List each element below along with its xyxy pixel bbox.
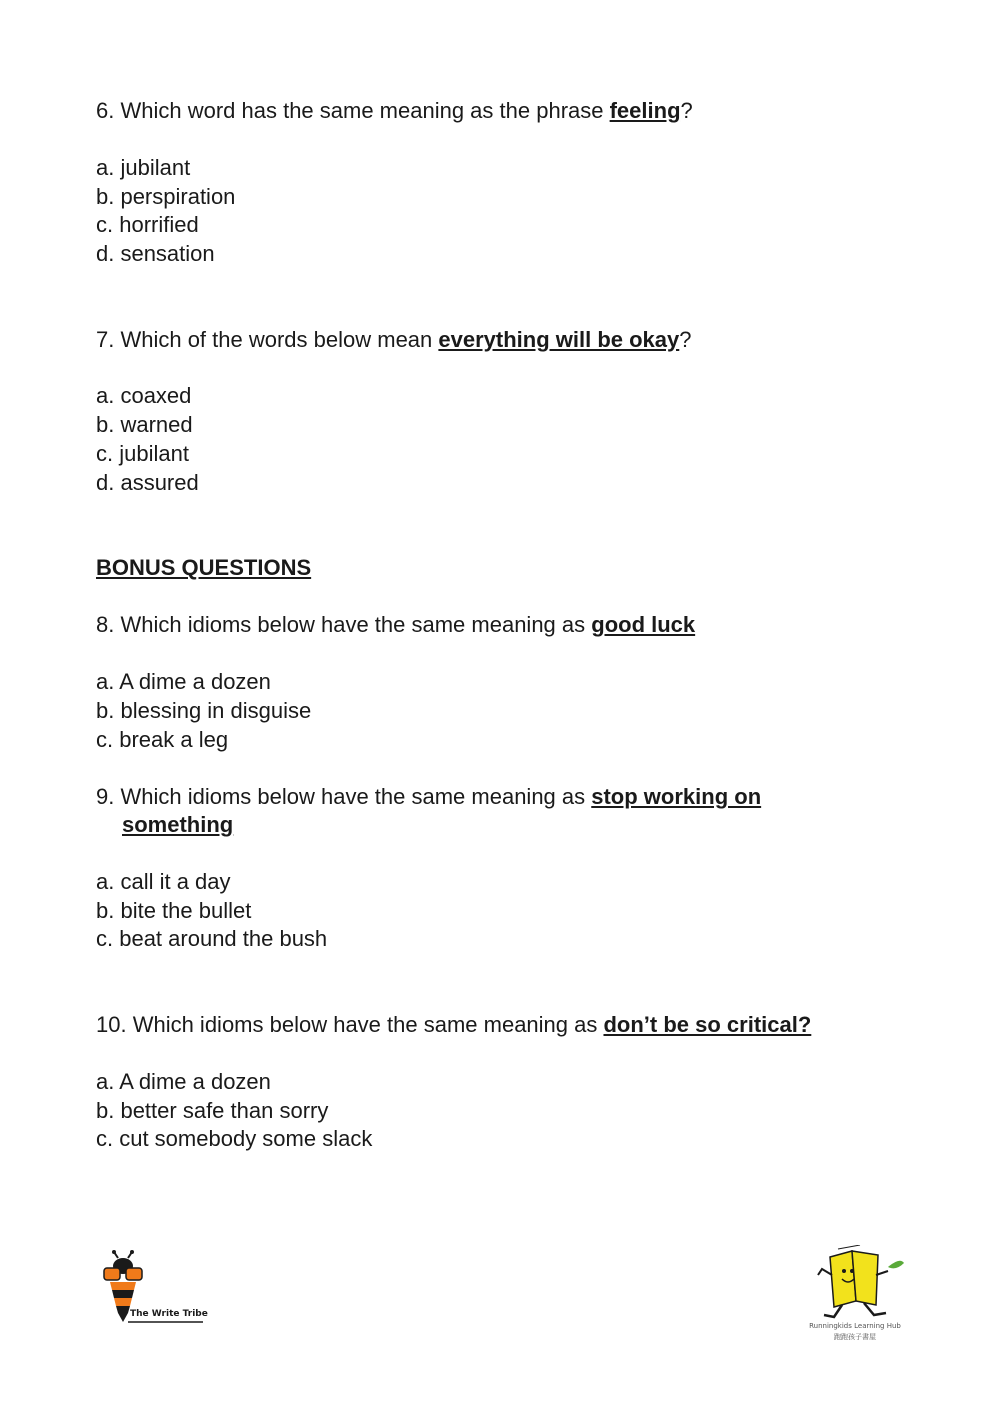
q10-option-a: a. A dime a dozen [96, 1069, 271, 1094]
bonus-heading: BONUS QUESTIONS [96, 555, 312, 580]
q7-option-a: a. coaxed [96, 383, 192, 408]
question-8-text: 8. Which idioms below have the same meaning as [96, 612, 592, 637]
question-9-text: 9. Which idioms below have the same meaning as [96, 784, 592, 809]
q6-option-a: a. jubilant [96, 155, 191, 180]
write-tribe-label: The Write Tribe [130, 1309, 208, 1319]
q8-option-c: c. break a leg [96, 727, 229, 752]
question-6-suffix: ? [680, 98, 693, 123]
q9-option-a: a. call it a day [96, 869, 231, 894]
q6-option-d: d. sensation [96, 241, 215, 266]
q6-option-c: c. horrified [96, 212, 199, 237]
question-10-text: 10. Which idioms below have the same meaning as [96, 1012, 604, 1037]
q6-option-b: b. perspiration [96, 184, 236, 209]
running-book-icon [808, 1245, 908, 1325]
question-8 [96, 610, 695, 639]
question-10 [96, 1010, 811, 1039]
q8-option-a: a. A dime a dozen [96, 669, 271, 694]
q10-option-b: b. better safe than sorry [96, 1098, 329, 1123]
q9-option-b: b. bite the bullet [96, 898, 252, 923]
question-10-keyword: don’t be so critical? [603, 1012, 812, 1037]
write-tribe-logo [98, 1250, 208, 1330]
question-6 [96, 96, 693, 125]
q7-option-c: c. jubilant [96, 441, 189, 466]
q9-option-c: c. beat around the bush [96, 926, 328, 951]
q7-option-d: d. assured [96, 470, 199, 495]
runningkids-logo [808, 1245, 908, 1345]
question-6-keyword: feeling [609, 98, 681, 123]
question-8-keyword: good luck [591, 612, 696, 637]
question-9-continuation [122, 810, 233, 839]
question-9 [96, 782, 761, 811]
runningkids-label-cn: 跑跑孩子書屋 [834, 1333, 876, 1341]
question-7-text: 7. Which of the words below mean [96, 327, 439, 352]
q8-option-b: b. blessing in disguise [96, 698, 312, 723]
question-7 [96, 325, 692, 354]
question-7-suffix: ? [679, 327, 692, 352]
q10-option-c: c. cut somebody some slack [96, 1126, 373, 1151]
question-9-keyword-line2: something [122, 812, 234, 837]
question-7-keyword: everything will be okay [438, 327, 680, 352]
q7-option-b: b. warned [96, 412, 193, 437]
runningkids-label: Runningkids Learning Hub [809, 1322, 901, 1330]
question-9-keyword-line1: stop working on [591, 784, 762, 809]
question-6-text: 6. Which word has the same meaning as the phrase [96, 98, 610, 123]
